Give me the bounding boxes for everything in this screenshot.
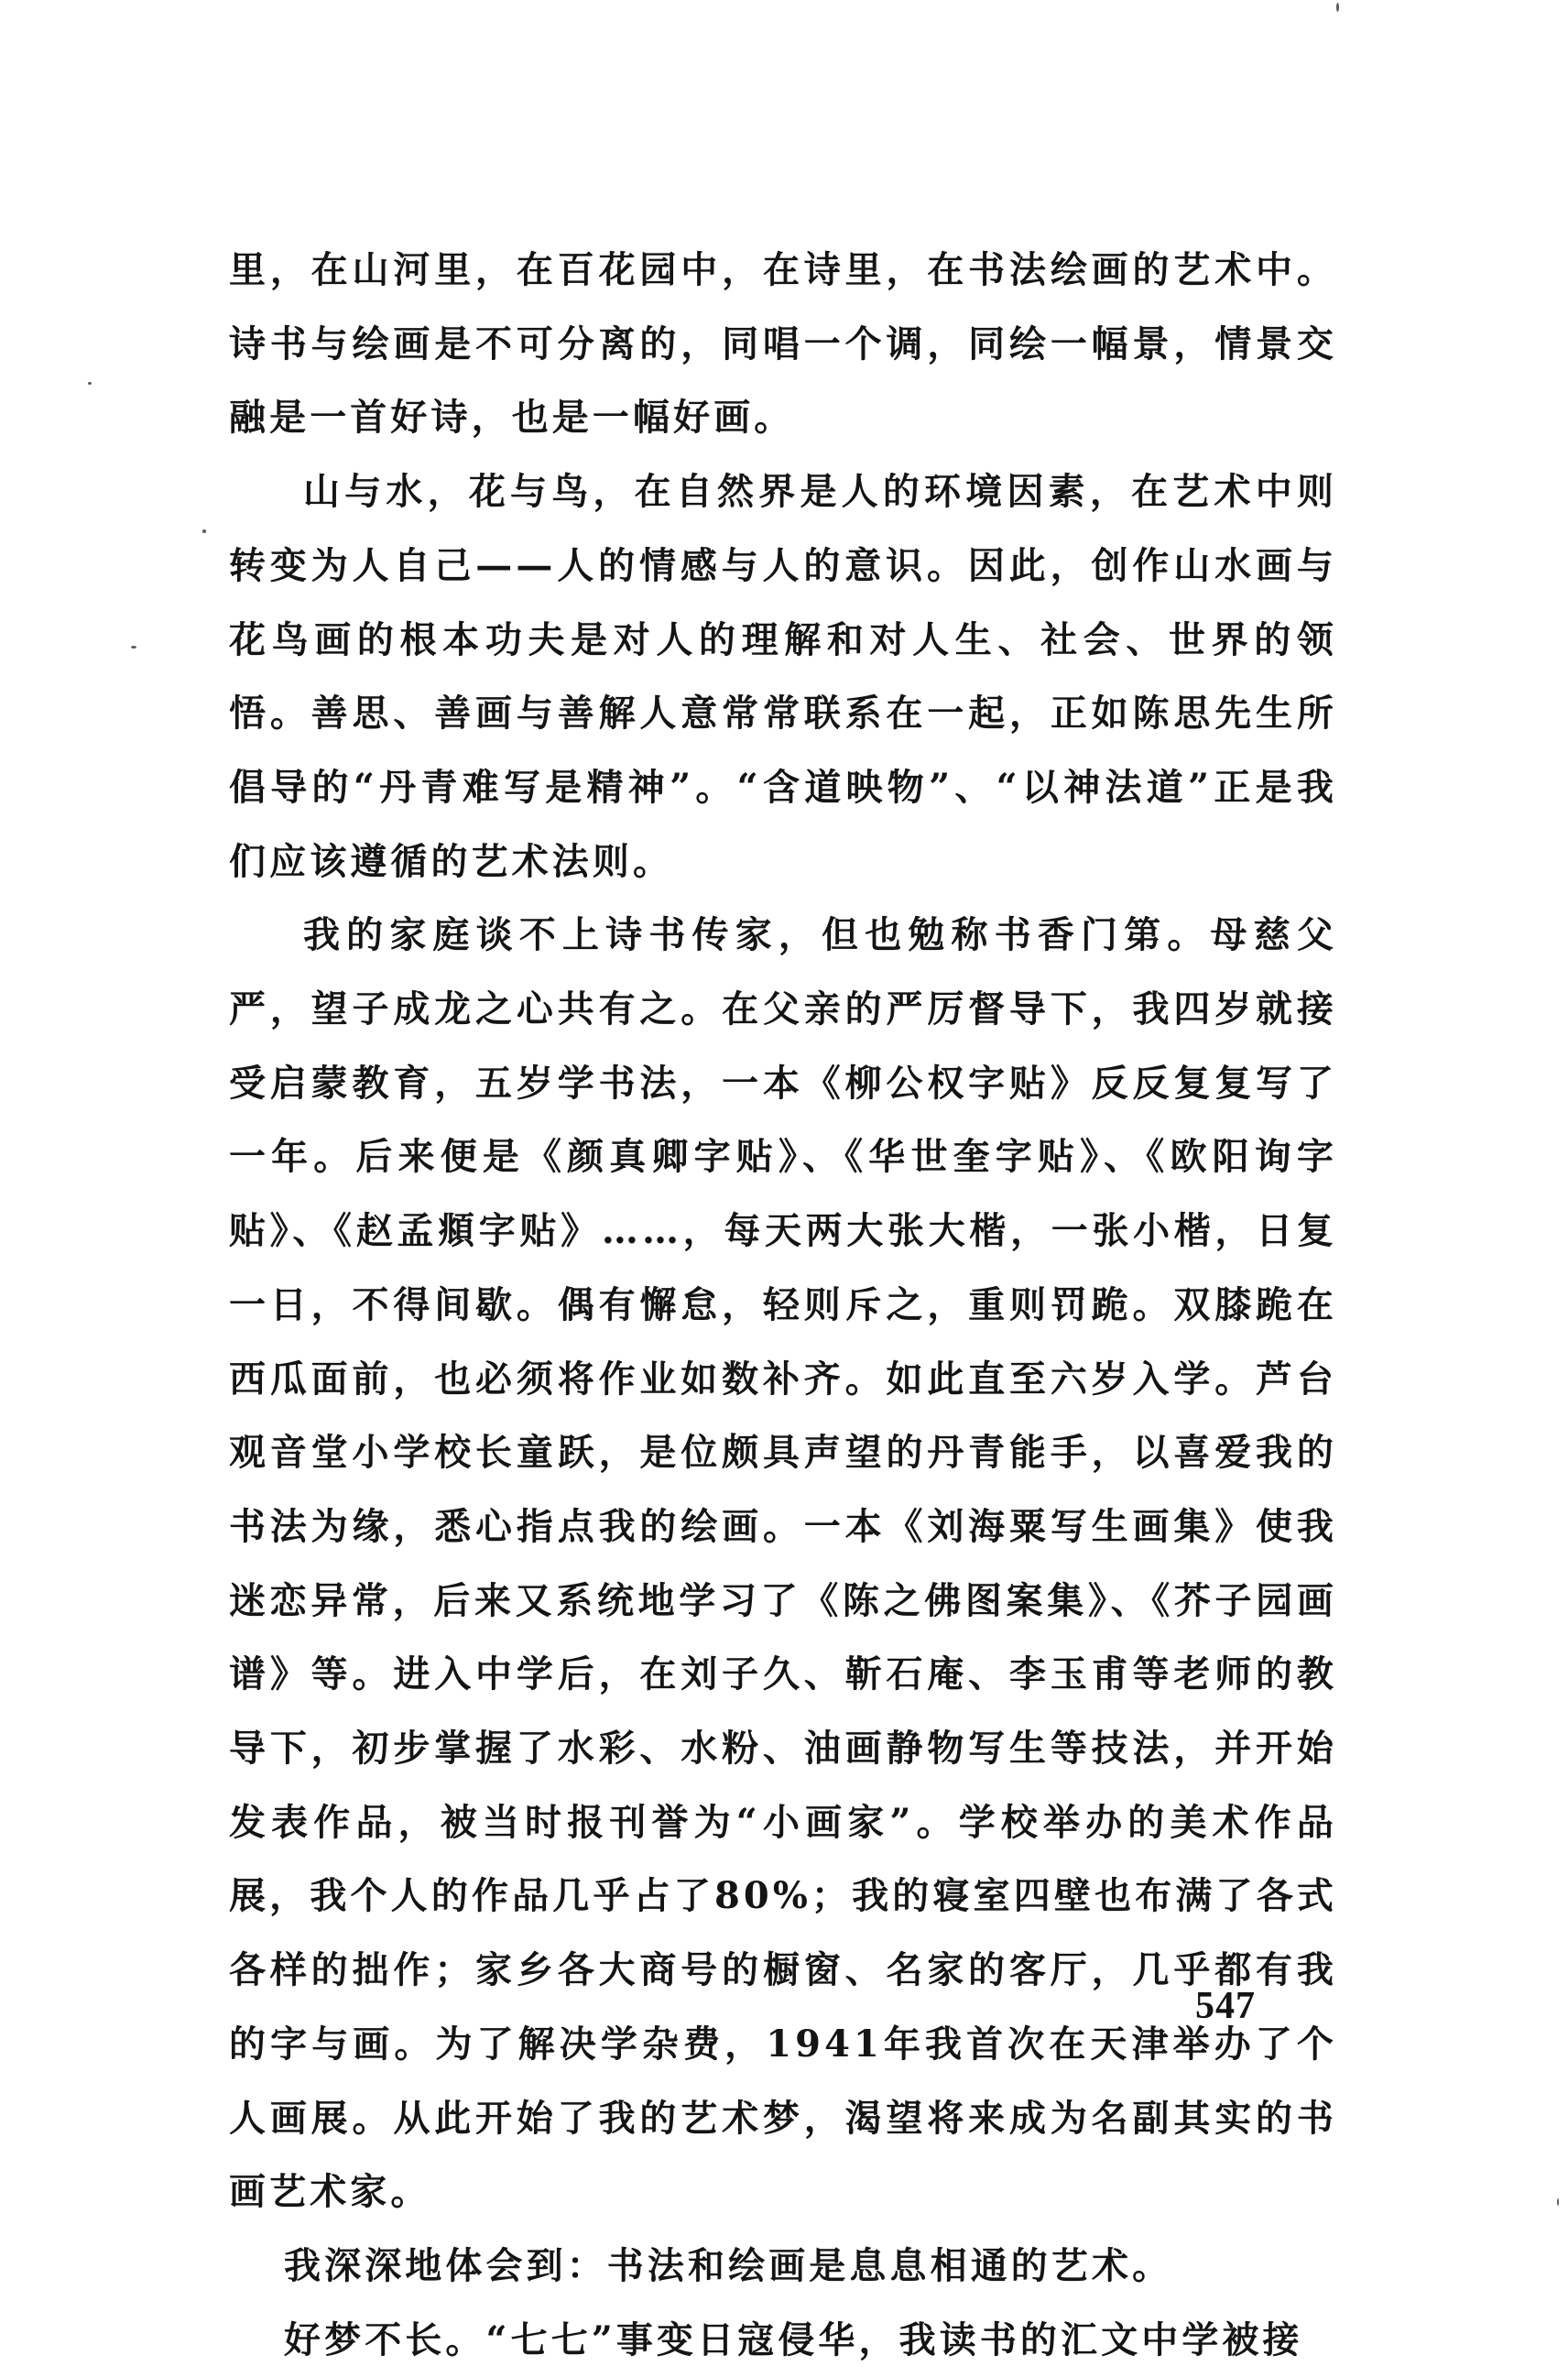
scan-speck <box>1336 3 1339 12</box>
paragraph-family-education: 我的家庭谈不上诗书传家，但也勉称书香门第。母慈父严，望子成龙之心共有之。在父亲的严厉督导下，我四岁就接受启蒙教育，五岁学书法，一本《柳公权字贴》反反复复写了一年。后来便是《颜真卿字贴》、《华世奎字贴》、《欧阳询字贴》、《赵孟頫字贴》……，每天两大张大楷，一张小楷，日复一日，不得间歇。偶有懈怠，轻则斥之，重则罚跪。双膝跪在西瓜面前，也必须将作业如数补齐。如此直至六岁入学。芦台观音堂小学校长童跃，是位颇具声望的丹青能手，以喜爱我的书法为缘，悉心指点我的绘画。一本《刘海粟写生画集》使我迷恋异常，后来又系统地学习了《陈之佛图案集》、《芥子园画谱》等。进入中学后，在刘子久、靳石庵、李玉甫等老师的教导下，初步掌握了水彩、水粉、油画静物写生等技法，并开始发表作品，被当时报刊誉为“小画家”。学校举办的美术作品展，我个人的作品几乎占了80%；我的寝室四壁也布满了各式各样的拙作；家乡各大商号的橱窗、名家的客厅，几乎都有我的字与画。为了解决学杂费，1941年我首次在天津举办了个人画展。从此开始了我的艺术梦，渴望将来成为名副其实的书画艺术家。 <box>229 913 1337 2214</box>
scan-speck <box>1557 2198 1559 2206</box>
paragraph-continuation: 里，在山河里，在百花园中，在诗里，在书法绘画的艺术中。诗书与绘画是不可分离的，同唱一个调，同绘一幅景，情景交融是一首好诗，也是一幅好画。 <box>229 248 1337 440</box>
page-number: 547 <box>1195 1985 1256 2027</box>
body-text <box>229 234 1337 2377</box>
scan-speck <box>131 646 136 649</box>
scan-speck <box>202 529 206 533</box>
paragraph-realization: 我深深地体会到：书法和绘画是息息相通的艺术。 <box>284 2243 1173 2287</box>
scan-speck <box>88 382 92 385</box>
paragraph-landscape-and-flowers: 山与水，花与鸟，在自然界是人的环境因素，在艺术中则转变为人自己——人的情感与人的意识。因此，创作山水画与花鸟画的根本功夫是对人的理解和对人生、社会、世界的领悟。善思、善画与善解人意常常联系在一起，正如陈思先生所倡导的“丹青难写是精神”。“含道映物”、“以神法道”正是我们应该遵循的艺术法则。 <box>229 470 1337 883</box>
paragraph-war: 好梦不长。“七七”事变日寇侵华，我读书的汇文中学被接 <box>284 2317 1303 2361</box>
